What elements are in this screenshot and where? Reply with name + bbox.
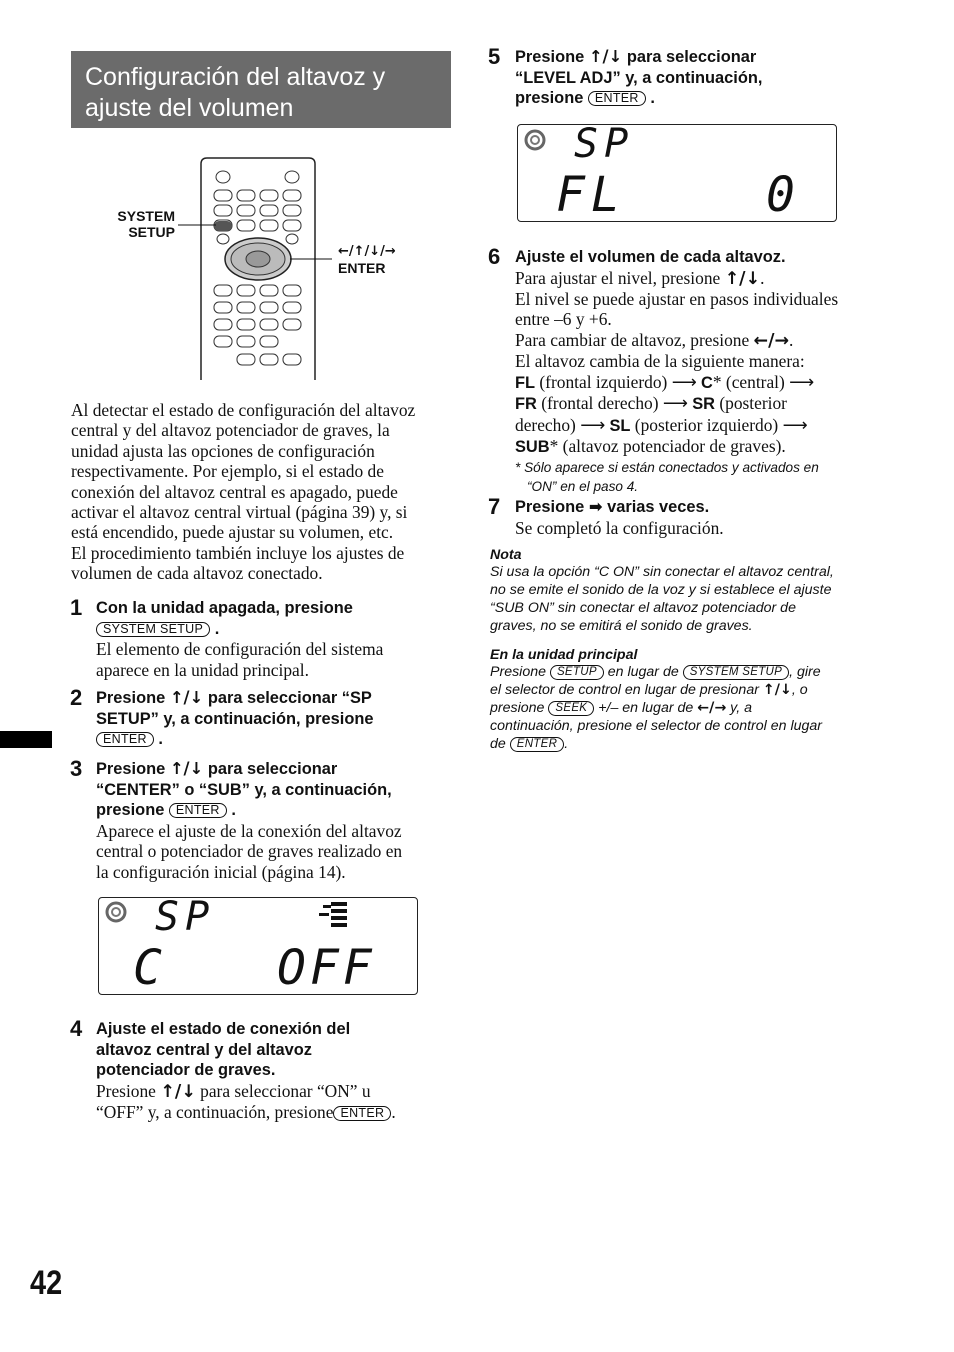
intro-paragraph: Al detectar el estado de configuración del altavoz central y del altavoz potenciador de graves, la unidad ajusta las opciones de configuración respectivamente. Por ejemplo, si el estado de conexión del altavoz central es apagado, puede activar el altavoz central virtual (página 39) y, si está encendido, puede ajustar su volumen, etc. El procedimiento también incluye los ajustes de volumen de cada altavoz conectado.	[71, 400, 416, 584]
step-3-number: 3	[70, 756, 83, 781]
right-arrow-icon: ➡	[588, 497, 603, 516]
page-number: 42	[30, 1264, 63, 1302]
speaker-sequence-line-2: FR (frontal derecho) ⟶ SR (posterior	[515, 393, 787, 414]
lcd1-bottom-left: C	[133, 940, 162, 996]
up-down-arrow-icon: ↑/↓	[169, 688, 204, 707]
footnote: * Sólo aparece si están conectados y activados en	[515, 460, 819, 475]
step-7-number: 7	[488, 494, 501, 519]
arrow-right-icon: ⟶	[662, 393, 688, 414]
lcd2-top-text: SP	[574, 121, 635, 167]
step-2: Presione ↑/↓ para seleccionar “SP SETUP” y, a continuación, presione ENTER .	[96, 688, 374, 749]
up-down-arrow-icon: ↑/↓	[160, 1081, 196, 1102]
remote-label-arrows-enter: ←/↑/↓/→ ENTER	[338, 244, 396, 276]
page-title	[71, 51, 451, 128]
arrow-right-icon: ⟶	[580, 414, 606, 435]
key-enter: ENTER	[510, 737, 564, 752]
level-bars-icon	[319, 902, 347, 927]
left-right-arrow-icon: ←/→	[697, 700, 727, 717]
nota-heading: Nota	[490, 547, 522, 563]
title-line-2: ajuste del volumen	[85, 94, 294, 122]
title-line-1: Configuración del altavoz y	[85, 63, 386, 91]
key-enter: ENTER	[333, 1106, 391, 1121]
speaker-sequence-line-1: FL (frontal izquierdo) ⟶ C* (central) ⟶	[515, 371, 815, 392]
lcd1-bottom-right: OFF	[277, 940, 376, 996]
step-5-number: 5	[488, 44, 501, 69]
up-down-arrow-icon: ↑/↓	[724, 268, 761, 289]
remote-illustration	[90, 150, 450, 380]
arrow-right-icon: ⟶	[782, 414, 808, 435]
speaker-sequence-line-3: derecho) ⟶ SL (posterior izquierdo) ⟶	[515, 414, 808, 435]
lcd2-bottom-right: 0	[766, 167, 795, 223]
step-5: Presione ↑/↓ para seleccionar “LEVEL ADJ” y, a continuación, presione ENTER .	[515, 47, 763, 108]
system-setup-button	[214, 221, 232, 231]
arrow-right-icon: ⟶	[789, 371, 815, 392]
section-tab-marker	[0, 731, 52, 748]
arrow-right-icon: ⟶	[671, 371, 697, 392]
step-3: Presione ↑/↓ para seleccionar “CENTER” o “SUB” y, a continuación, presione ENTER . Aparece el ajuste de la conexión del altavoz central o potenciador de graves realizado en la configuración inicial (página 14).	[96, 759, 403, 882]
lcd1-top-text: SP	[155, 894, 216, 940]
up-down-arrow-icon: ↑/↓	[169, 759, 204, 778]
key-enter: ENTER	[96, 732, 154, 747]
nota-section: Nota Si usa la opción “C ON” sin conectar el altavoz central, no se emite el sonido de la voz y si establece el ajuste “SUB ON” sin conectar el altavoz potenciador de graves, no se emitirá el sonido de graves.	[490, 547, 880, 635]
step-4-number: 4	[70, 1016, 83, 1041]
key-seek: SEEK	[548, 701, 594, 716]
unidad-heading: En la unidad principal	[490, 647, 638, 663]
up-down-arrow-icon: ↑/↓	[588, 47, 623, 66]
step-1: Con la unidad apagada, presione SYSTEM SETUP . El elemento de configuración del sistema aparece en la unidad principal.	[96, 598, 456, 680]
key-system-setup: SYSTEM SETUP	[96, 622, 210, 637]
step-6: Ajuste el volumen de cada altavoz. Para ajustar el nivel, presione ↑/↓. El nivel se puede ajustar en pasos individuales entre –6 y +6. Para cambiar de altavoz, presione ←/→. El altavoz cambia de la siguiente manera: FL (frontal izquierdo) ⟶ C* (central) ⟶ FR (frontal derecho) ⟶ SR (posterior derecho) ⟶ SL (posterior izquierdo) ⟶ SUB* (altavoz potenciador de graves). * Sólo aparece si están conectados y activados en “ON” en el paso 4.	[515, 247, 875, 496]
left-right-arrow-icon: ←/→	[753, 330, 790, 351]
step-6-number: 6	[488, 244, 501, 269]
step-4: Ajuste el estado de conexión del altavoz central y del altavoz potenciador de graves. Presione ↑/↓ para seleccionar “ON” u “OFF” y, a continuación, presione ENTER .	[96, 1020, 396, 1123]
lcd-display-level	[517, 121, 837, 223]
step-7: Presione ➡ varias veces. Se completó la configuración.	[515, 497, 724, 538]
step-1-number: 1	[70, 595, 83, 620]
key-system-setup: SYSTEM SETUP	[683, 665, 789, 680]
up-down-arrow-icon: ↑/↓	[762, 682, 792, 699]
speaker-sequence-line-4: SUB* (altavoz potenciador de graves).	[515, 436, 786, 457]
lcd2-bottom-left: FL	[556, 167, 626, 223]
step-1-heading: Con la unidad apagada, presione	[96, 599, 353, 617]
step-2-number: 2	[70, 685, 83, 710]
lcd-display-center	[98, 894, 418, 996]
key-enter: ENTER	[588, 91, 646, 106]
remote-label-system-setup: SYSTEM SETUP	[117, 208, 175, 240]
key-enter: ENTER	[169, 803, 227, 818]
unidad-section: En la unidad principal Presione SETUP en lugar de SYSTEM SETUP , gire el selector de control en lugar de presionar ↑/↓, o presione SEEK +/– en lugar de ←/→ y, a continuación, presione el selector de control en lugar de ENTER .	[490, 647, 890, 753]
key-setup: SETUP	[550, 665, 604, 680]
